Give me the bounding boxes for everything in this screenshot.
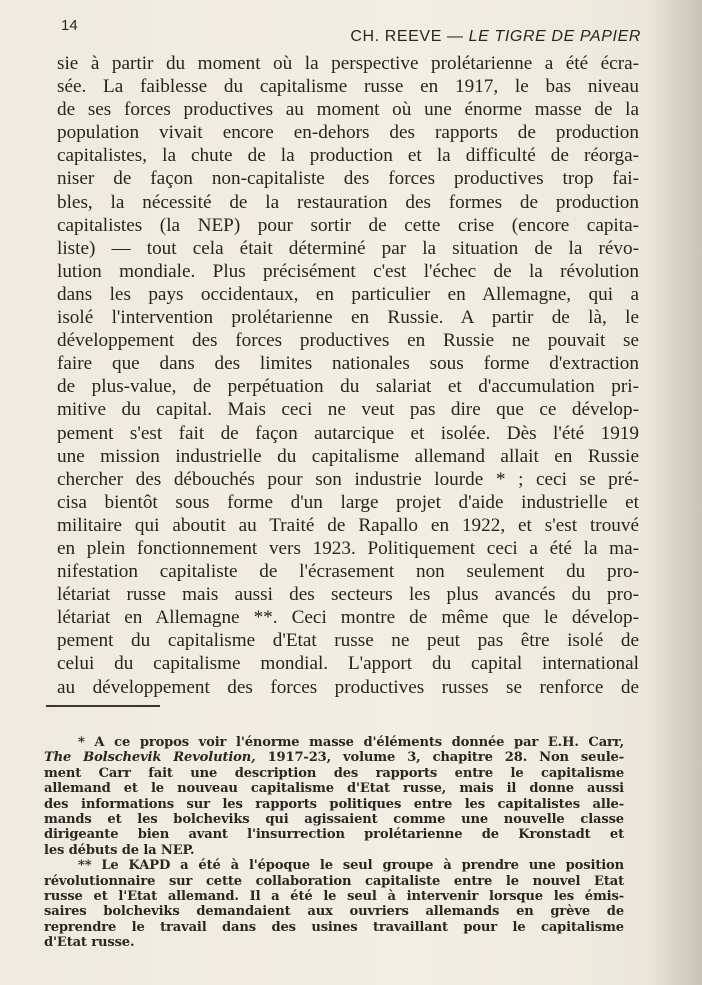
body-line: au développement des forces productives russes se renforce de [57,676,639,698]
running-head [350,28,641,46]
footnote-1-line: * A ce propos voir l'énorme masse d'éléments donnée par E.H. Carr, [78,735,624,750]
footnotes [44,735,624,950]
body-line: pement du capitalisme d'Etat russe ne peut pas être isolé de [57,630,639,652]
body-line: une mission industrielle du capitalisme allemand allait en Russie [57,445,639,467]
body-line: létariat en Allemagne **. Ceci montre de même que le dévelop- [57,607,639,629]
body-line: niser de façon non-capitaliste des forces productives trop fai- [57,168,639,190]
body-line: bles, la nécessité de la restauration des formes de production [57,191,639,213]
running-head-author: CH. REEVE — [350,28,464,45]
page-number: 14 [61,17,78,34]
body-line: nifestation capitaliste de l'écrasement non seulement du pro- [57,561,639,583]
body-line: liste) — tout cela était déterminé par la situation de la révo- [57,237,639,259]
body-line: sie à partir du moment où la perspective prolétarienne a été écra- [57,53,639,74]
body-line: pement s'est fait de façon autarcique et isolée. Dès l'été 1919 [57,422,639,444]
body-line: cisa bientôt sous forme d'un large projet d'aide industrielle et [57,491,639,513]
body-line: capitalistes (la NEP) pour sortir de cette crise (encore capita- [57,214,639,236]
body-line: lution mondiale. Plus précisément c'est l'échec de la révolution [57,260,639,282]
footnote-2-line: d'Etat russe. [44,935,135,951]
running-head-title: LE TIGRE DE PAPIER [468,28,641,45]
footnote-2-line: reprendre le travail dans des usines travaillant pour le capitalisme [44,919,624,935]
body-line: chercher des débouchés pour son industrie lourde * ; ceci se pré- [57,468,639,490]
footnote-2-line: ** Le KAPD a été à l'époque le seul groupe à prendre une position [78,858,624,874]
footnote-1-line: mands et les bolcheviks qui agissaient comme une nouvelle classe [44,811,624,827]
footnote-1-line [44,750,624,765]
footnote-2-line: russe et l'Etat allemand. Il a été le seul à intervenir lorsque les émis- [44,888,624,904]
body-line: capitalistes, la chute de la production et la difficulté de réorga- [57,145,639,167]
body-line: de ses forces productives au moment où une énorme masse de la [57,99,639,121]
footnote-1-line: les débuts de la NEP. [44,842,195,858]
body-line: de plus-value, de perpétuation du salariat et d'accumulation pri- [57,376,639,398]
footnote-1-line: des informations sur les rapports politiques entre les capitalistes alle- [44,796,624,812]
footnote-1-line-rest: 1917-23, volume 3, chapitre 28. Non seule- [255,750,624,766]
footnote-2-line: saires bolcheviks demandaient aux ouvriers allemands en grève de [44,904,624,920]
body-line: population vivait encore en-dehors des rapports de production [57,122,639,144]
footnote-separator [46,705,160,707]
body-paragraph [57,52,639,699]
body-line: dans les pays occidentaux, en particulier en Allemagne, qui a [57,283,639,305]
body-line: faire que dans des limites nationales sous forme d'extraction [57,353,639,375]
body-line: développement des forces productives en Russie ne pouvait se [57,330,639,352]
body-line: isolé l'intervention prolétarienne en Russie. A partir de là, le [57,307,639,329]
footnote-1-line: dirigeante bien avant l'insurrection prolétarienne de Kronstadt et [44,827,624,843]
footnote-2-line: révolutionnaire sur cette collaboration capitaliste entre le nouvel Etat [44,873,624,889]
body-line: en plein fonctionnement vers 1923. Politiquement ceci a été la ma- [57,537,639,559]
footnote-1-line: allemand et le nouveau capitalisme d'Etat russe, mais il donne aussi [44,781,624,797]
footnote-1-line: ment Carr fait une description des rapports entre le capitalisme [44,765,624,781]
footnote-1-book-title: The Bolschevik Revolution, [44,750,256,766]
body-line: mitive du capital. Mais ceci ne veut pas dire que ce dévelop- [57,399,639,421]
body-line: celui du capitalisme mondial. L'apport du capital international [57,653,639,675]
body-line: sée. La faiblesse du capitalisme russe en 1917, le bas niveau [57,76,639,98]
body-line: militaire qui aboutit au Traité de Rapallo en 1922, et s'est trouvé [57,514,639,536]
body-line: létariat russe mais aussi des secteurs les plus avancés du pro- [57,584,639,606]
